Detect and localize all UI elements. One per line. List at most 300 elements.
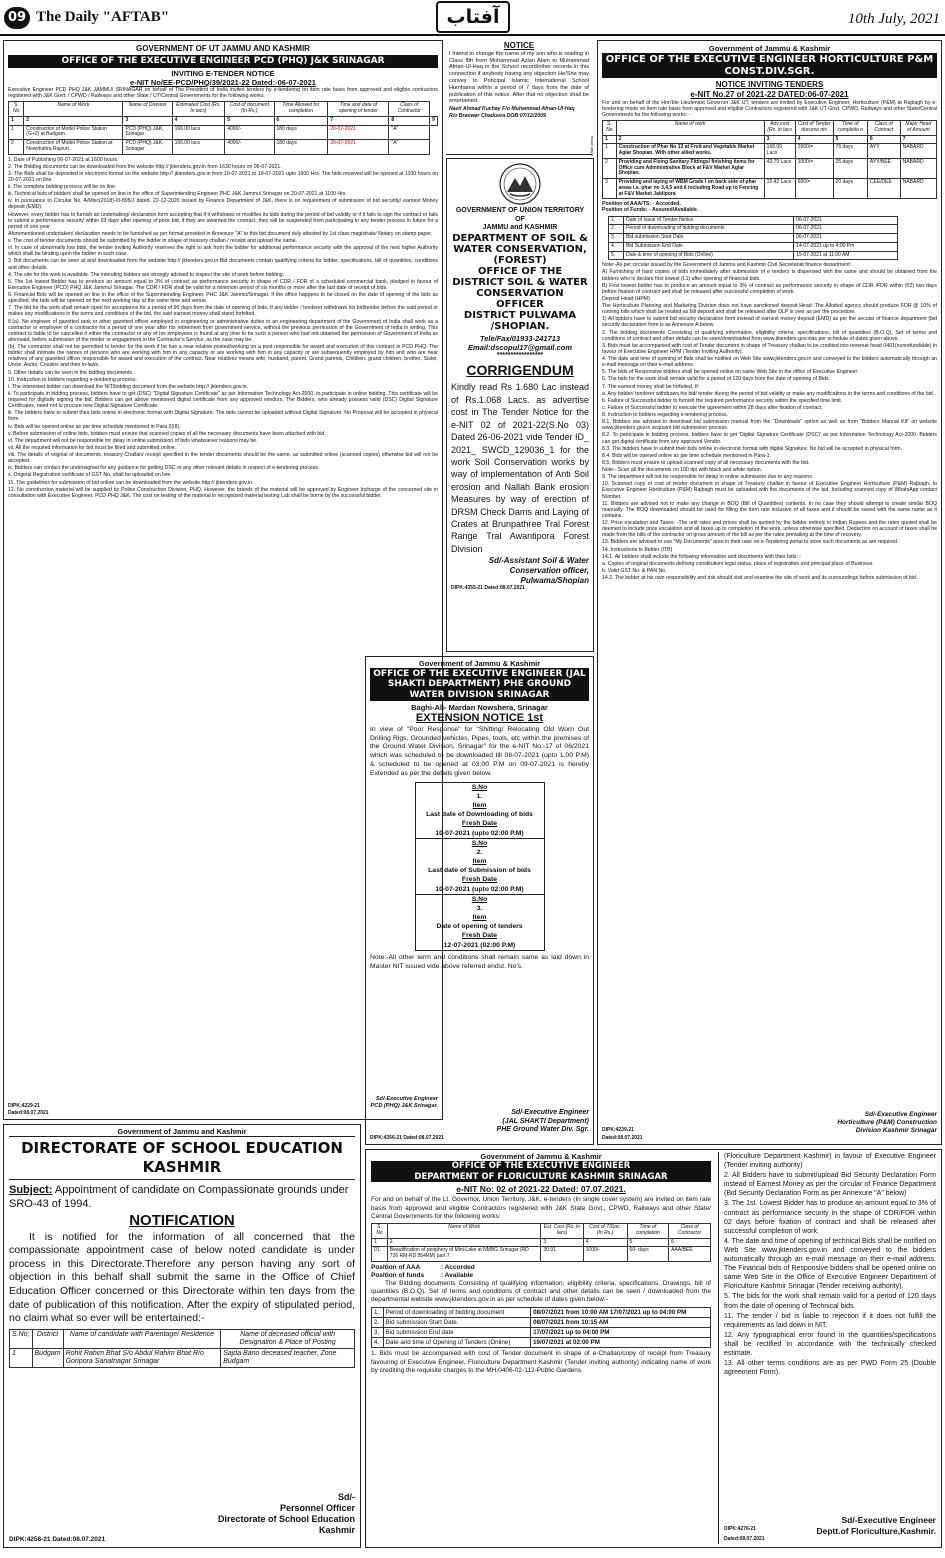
hort-schedule-table [608, 216, 898, 261]
schedule-item: Last date of Downloading of bids [426, 811, 533, 819]
table-header-cell: Time of completion [627, 1224, 669, 1239]
table-cell: AAA/BEE [669, 1247, 711, 1262]
table-header-cell: Name of candidate with Parentage/ Residence [63, 1330, 221, 1349]
school-government: Government of Jammu and Kashmir [117, 1127, 247, 1136]
flori-aaa-label: Position of AAA [371, 1263, 421, 1271]
table-cell: 20 days [833, 179, 867, 199]
soil-dipk: DIPK:4355-21 Dated:08.07.2021 [451, 585, 525, 592]
school-signature-4: Kashmir [318, 1525, 355, 1536]
hort-aaa: Position of AAA/TS: - Accorded. [602, 201, 681, 208]
paragraph: 13. All other terms conditions are as per PWD Form 25 (Double agreement Form). [724, 1360, 936, 1377]
paragraph: 12. Price escalation and Taxes: -The unit rates and prices shall be quoted by the bidder entirely in Indian Rupees and the rates quoted shall be deemed to include price escalation and all taxes up to completion of the work, unless otherwise specified. Deduction on account of taxes shall be made from the bills of the contractor on gross amount of the bill as per the rates prevailing at the time of recovery. [602, 520, 937, 539]
paragraph: 3. Bids must be accompanied with cost of Tender document in shape of Treasury challan to be credited into revenue head 0401(nonrefundable) in favour of Executive Engineer HPM (Tender Inviting Authority). [602, 342, 937, 355]
table-cell: Providing and laying of WBM Grade I on back side of phar areas i.e. phar no 3,4,5 and 6 including Road up to Fencing at F&V Market Jablipora [616, 179, 764, 199]
paragraph: 12. Any typographical error found in the quantities/specifications shall be rectified in accordance with the technically checked estimate. [724, 1331, 936, 1357]
schedule-cell: 4. [372, 1338, 384, 1348]
schedule-fresh-label: Fresh Date [461, 820, 498, 828]
table-cell: 20-07-2021 [328, 125, 389, 140]
paragraph: 9. The department will not be responsible for delay in online submission due to any reasons. [602, 474, 814, 481]
schedule-cell: 2. [609, 225, 624, 234]
table-cell: 600/= [795, 179, 833, 199]
phe-signature-3: PHE Ground Water Div. Sgr. [496, 1126, 589, 1134]
flori-body-2: 1. Bids must be accompanied with cost of Tender document in shape of e-Challan/copy of receipt from Treasury favouring of Executive Engineer, Floriculture Department Kashmir (Tender inviting authority) indicating name of work by crediting the requisite charges to the MH:0406-02-112-Public Gardens [371, 1350, 711, 1374]
flori-schedule-table [371, 1307, 711, 1349]
schedule-cell: 06-07-2021 [794, 216, 898, 225]
table-row [609, 216, 898, 225]
schedule-cell: 17/07/2021 up to 04:00 PM [531, 1327, 711, 1337]
table-cell: 180 days [274, 140, 328, 155]
table-header-cell: Name of deceased official with Designation & Place of Posting [221, 1330, 355, 1349]
schedule-cell: 08/07/2021 from 10:15 AM [531, 1317, 711, 1327]
hort-government: Government of Jammu & Kashmir [708, 44, 831, 53]
paragraph: 9. Other details can be seen in the bidding documents. [8, 369, 134, 376]
paragraph: 14. Instructions to Bidder (ITB) [602, 546, 673, 553]
soil-department: DEPARTMENT OF SOIL & WATER CONSERVATION, (FOREST) [452, 232, 588, 266]
table-number-cell: 3 [541, 1238, 583, 1247]
table-number-cell: 4 [795, 135, 833, 144]
table-cell: NABARD [900, 144, 936, 159]
paragraph: (Floriculture Department Kashmir) in favour of Executive Engineer (Tender inviting authority) [724, 1153, 936, 1170]
flori-office-2: DEPARTMENT OF FLORICULTURE KASHMIR SRINAGAR [371, 1172, 711, 1182]
schedule-cell: Date & time of opening of Bids (Online) [624, 251, 794, 260]
paper-name: The Daily "AFTAB" [36, 9, 170, 25]
notice-by-2: R/o Branwar Chadoora DOB:07/12/2009 [449, 112, 546, 119]
table-row [9, 125, 438, 140]
paragraph: iii. Technical bids of bidders shall be opened on line in the office of Superintending Engineer PHC J&K Jammu/ Srinagar on 20-07-2021 at 1100 Hrs. [8, 191, 347, 198]
paragraph: 5. The bids of Responsive bidders shall be opened online on same Web Site in the office of Executive Engineer. [602, 369, 859, 376]
pcd-nit-number: e-NIT No/EE-PCD/PHQ/39/2021-22 Dated:-06-07-2021 [130, 77, 316, 87]
schedule-cell: 5. [609, 251, 624, 260]
table-header-cell: Name of Work [24, 102, 123, 117]
hort-works-table [602, 120, 937, 199]
paragraph: 1. Date of Publishing 06-07-2021 at 1600 hours. [8, 156, 119, 163]
paragraph: vi. In case of abnormally low bids, the tender inviting Authority reserves the right to ask from the bidder for additional performance security with the approval of the next higher Authority which shall be binding upon the bidder in such case. [8, 245, 438, 258]
paragraph: a. Any bidder/ tenderer withdraws his bid/ tender during the period of bid validity or make any modifications in the terms and conditions of the bid. [602, 390, 935, 397]
table-cell: 20-07-2021 [328, 140, 389, 155]
paragraph: b. Valid GST No. & PAN No. [602, 567, 667, 574]
phe-note: Note:-All other term and conditions shall remain same as laid down in Master NIT issued vide above referred endst. No's. [370, 953, 589, 970]
table-number-cell: 5 [833, 135, 867, 144]
schedule-item: Date of opening of tenders [436, 923, 523, 931]
table-cell: CEE/DEE [867, 179, 900, 199]
table-header-cell: S. No [372, 1224, 388, 1239]
table-cell: PCD (PHQ) J&K, Srinagar [123, 125, 172, 140]
table-row [609, 242, 898, 251]
flori-government: Government of Jammu & Kashmir [480, 1152, 602, 1161]
table-header-cell: Class of Contractor [669, 1224, 711, 1239]
phe-signature-1: Sd/-Executive Engineer [511, 1109, 589, 1117]
paragraph: 3. The Bids shall be deposited in electronic format on the website http:// jktenders.gov.in from 10-07-2021 to 19-07-2021 upto 1600 Hrs. The bids received will be opened at 1100 hours on 20-07-2021 on line. [8, 170, 438, 183]
horticulture-tender-notice [597, 40, 942, 1145]
table-cell: Budgam [32, 1349, 63, 1368]
schedule-cell: 3. [609, 234, 624, 243]
schedule-cell: 06-07-2021 [794, 234, 898, 243]
table-cell: PCD (PHQ) J&K, Srinagar [123, 140, 172, 155]
soil-district: DISTRICT PULWAMA /SHOPIAN. [463, 309, 577, 332]
paragraph: 14.2. The bidder at his own responsibility and risk should visit and examine the site of work and its surroundings before submission of bid. [602, 575, 918, 582]
table-cell: 166.00 lacs [172, 125, 225, 140]
school-notification [3, 1124, 361, 1548]
table-row [372, 1338, 711, 1348]
table-row [9, 140, 438, 155]
table-number-cell: 1 [372, 1238, 388, 1247]
paragraph: 8.1. Bidders are advised to download bid submission manual from the "Downloads" option as well as from "Bidders Manual Kit" on website www.jktenders.gov.in acquaint bid submission process. [602, 419, 937, 432]
paragraph: However, every bidder has to furnish an undertaking/ declaration form accepting that if it withdraws or modifies its bids during the period of bid validity or if it fails to sign the contract or fails to submit a performance security within 03 days after opening of price bid, if they are awarded the contract, they will be suspended from participating in any tender process in future for a period of one year. [8, 211, 438, 230]
pcd-dated: Dated:08.07.2021 [8, 1109, 49, 1116]
schedule-cell: Bid submission Start Date [624, 234, 794, 243]
flori-right-column [724, 1152, 936, 1377]
table-number-cell: 6 [867, 135, 900, 144]
school-dipk: DIPK:4258-21 Dated:08.07.2021 [9, 1536, 106, 1544]
paragraph: Note:- Scan all the documents on 100 dpi with black and white option. [602, 467, 763, 474]
floriculture-tender-notice [365, 1149, 942, 1548]
schedule-cell: 06-07-2021 [794, 225, 898, 234]
table-number-cell: 9 [430, 116, 438, 125]
table-number-cell: 7 [328, 116, 389, 125]
schedule-fresh-label: Fresh Date [461, 876, 498, 884]
table-cell: "A" [389, 140, 430, 155]
hort-funds: Position of Funds: - Assured/Available. [602, 207, 699, 214]
school-signature-3: Directorate of School Education [217, 1514, 355, 1525]
table-cell: NABARD [900, 179, 936, 199]
phe-dipk: DIPK:4356-21 Dated:08.07.2021 [370, 1134, 444, 1141]
paragraph: iv. Bids will be opened online as per time schedule mentioned in Para 2(III). [8, 423, 181, 430]
masthead [0, 0, 945, 36]
paragraph: iv. In pursuance to Circular No. A/Misc(2018)-III-895/J dated. 22-12-2020 issued by Finance Department of J&K, there is no requirement of submission of bid security/ earnest Money deposit (EMD). [8, 198, 438, 211]
table-number-cell: 8 [389, 116, 430, 125]
table-header-cell: S.No; [10, 1330, 33, 1349]
notice-text: I Intend to change the name of my son who is reading in Class 8th from Mohammad Azlan Alam to Muhammad Afnan-Ul-Haq in the School record/other records.In this connection if anybody having any objection He/She may convey to Principal Islamic International School Humhama within a period of 7 days from the date of publication of this notice. After that no objection shall be entertained. [449, 50, 589, 105]
table-header-cell: Class of Contractor [389, 102, 430, 117]
paragraph: vii. All the required information for bid must be filled and submitted online. [8, 444, 177, 451]
flori-works-table [371, 1223, 711, 1262]
schedule-cell: Date of Issue of Tender Notice [624, 216, 794, 225]
table-header-cell: Name of work [616, 121, 764, 136]
jk-emblem-icon [497, 162, 543, 206]
schedule-cell: 08/07/2021 from 10:00 AM 17/07/2021 up to 04:00 PM [531, 1307, 711, 1317]
paragraph: A) Furnishing of hard copies of bids immediately after submission of e tenders is dispensed with the same and should be obtained from the bidders who is declare first lowest (L1) after opening of financial bids. [602, 269, 937, 282]
paragraph: ix. Bidders can contact the undersigned for any guidance for getting DSC or any other relevant details in respect of e-tendering process. [8, 465, 320, 472]
paragraph: iii. The bidders have to submit their bids online in electronic format with Digital Signature. The bids cannot be uploaded without Digital Signature. No Proposal will be accepted in physical form. [8, 410, 438, 423]
table-header-cell: Major Head of Amount [900, 121, 936, 136]
table-number-cell: 1 [603, 135, 617, 144]
paragraph: Note:-As per circular issued by the Government of Jammu and Kashmir Civil Secretariat finance department: [602, 262, 852, 269]
schedule-fresh: 10-07-2021 (upto 02:00 P.M) [435, 829, 524, 837]
paragraph: 8.3. The bidders have to submit their bids online in electronic format with digital Signature. No bid will be accepted in physical form. [602, 445, 903, 452]
pcd-notice-type: INVITING E-TENDER NOTICE [171, 68, 275, 78]
schedule-cell: 19/07/2021 at 02:00 PM [531, 1338, 711, 1348]
phe-extension-notice [365, 656, 594, 1145]
soil-gov-2: JAMMU and KASHMIR [482, 224, 558, 232]
soil-gov-1: GOVERNMENT OF UNION TERRITORY OF [455, 207, 585, 223]
school-signature-1: Sd/- [338, 1492, 355, 1503]
table-row [603, 158, 937, 178]
schedule-sno-label: S.No [471, 783, 488, 791]
school-subject: Appointment of candidate on Compassionate grounds under SRO-43 of 1994. [9, 1183, 349, 1210]
table-cell: 35 days [833, 158, 867, 178]
table-cell: 180 days [274, 125, 328, 140]
flori-body-1: The Bidding documents Consisting of qualifying information, eligibility criteria, specifications, Drawings, bill of quantities (B.O.Q), Set of terms and conditions of contract and other details can be seen / downloaded from the departmental website www.jktenders.gov.in as per schedule of dates given below:- [371, 1279, 711, 1304]
schedule-item-label: Item [472, 802, 487, 810]
paragraph: 6. The bids for the work shall remain valid for a period of 120 days from the date of opening of Bids. [602, 376, 830, 383]
table-number-cell: 2 [616, 135, 764, 144]
table-row [609, 225, 898, 234]
flori-funds: : Available [441, 1271, 474, 1279]
paragraph: 5. The bids for the work shall remain valid for a period of 120 days from the date of opening of Technical bids. [724, 1293, 936, 1310]
table-cell: 4000/- [225, 125, 274, 140]
name-change-notice [446, 40, 592, 155]
schedule-cell: Bid Submission End Date [624, 242, 794, 251]
table-cell: 2 [603, 158, 617, 178]
paragraph: b. Failure of Successful bidder to furnish the required performance security within the specified time limit. [602, 397, 843, 404]
masthead-logo: آفتاب [436, 1, 510, 33]
table-row [372, 1327, 711, 1337]
table-cell: 3 [603, 179, 617, 199]
paragraph: 1) All bidders have to submit bid security declaration form instead of earnest money deposit (EMD) as per the secular of finance department (bid security declaration form is as Annexure A below. [602, 316, 937, 329]
hort-dipk: DIPK:4239-21 [602, 1126, 634, 1133]
schedule-cell: 4. [609, 242, 624, 251]
flori-signature-2: Deptt.of Floriculture,Kashmir. [816, 1525, 936, 1536]
paragraph: 7. The bid for the work shall remain open for acceptance for a period of 90 days from the date of opening of bids. If any bidder / tenderer withdraws his bid/tender before the said period or makes any modifications in the terms and conditions of the bid, the said earnest money shall stand forfeited. [8, 305, 438, 318]
table-cell: Construction of Model Police Station (G+2) at Budgam. [24, 125, 123, 140]
table-header-cell: S. No [9, 102, 24, 117]
phe-government: Government of Jammu & Kashmir [418, 659, 541, 668]
paragraph: 14.1. All bidders shall include the following information and documents with their bids: - [602, 553, 801, 560]
table-row [609, 251, 898, 260]
table-number-cell: 6 [669, 1238, 711, 1247]
school-subject-label: Subject: [9, 1183, 53, 1196]
hort-nit-number: e-NIT No.27 of 2021-22 DATED:06-07-2021 [690, 89, 849, 99]
table-header-cell: S. No [603, 121, 617, 136]
paragraph: 11. The guidelines for submission of bid online can be downloaded from the website http:// jktenders.gov.in. [8, 479, 254, 486]
soil-text: Kindly read Rs 1.680 Lac instead of Rs.1.068 Lacs. as advertise cost in The Tender Notice for the e-NIT 02 of 2021-22(S.No 03) Dated 26-06-2021 vide Tender ID_ 2021_ SWCD_129036_1 for the work Soil Conservation works by way of implementation of Anti Soil erosion and Nallah Bank erosion Measures by way of erection of DRSM Check Dams and Laying of Crates at Brunpathree Tral Forest Range Tral Awantipora Forest Division [451, 382, 589, 554]
flori-funds-label: Position of funds [371, 1271, 425, 1279]
table-header-cell: Time and date of opening of tender [328, 102, 389, 117]
schedule-sno-label: S.No [416, 838, 544, 848]
paragraph: (b). The contractor shall not be permitted to tender for the work if he has a near relative posted/working on a post responsible for award and execution of this contract in PCD PHQ. The bidder shall intimate the names of persons who are working with him in any capacity or are working with him in any capacity or are subsequently employed by him and who are near relatives of any gazetted officer responsible for award and execution of the contract. Near relatives means wife, husband, parent, Grand parents, Children, grand children, brother, Sister, Uncle, Aunts, Cousins and their in-laws. [8, 344, 438, 369]
table-header-cell: Cost of document (In Rs.) [225, 102, 274, 117]
table-header-cell: Time Allowed for completion [274, 102, 328, 117]
table-cell: AYY [867, 144, 900, 159]
flori-dated: Dated:08.07.2021 [724, 1535, 765, 1542]
schedule-cell: Bid submission Start Date. [383, 1317, 531, 1327]
table-cell: 60- days [627, 1247, 669, 1262]
paragraph: viii. The details of original of documents, treasury Challan/ receipt specified in the tender documents should be the same, as submitted online (scanned copies) otherwise bid will not be accepted. [8, 452, 438, 465]
pcd-signature-2: PCD (PHQ) J&K Srinagar. [370, 1103, 438, 1110]
paragraph: 10. Instruction to bidders regarding e-tendering process. [8, 376, 137, 383]
table-cell: 1000/= [795, 158, 833, 178]
paragraph: vi. The department will not be responsible for delay in online submission of bids whatsoever reasons may be. [8, 437, 258, 444]
table-number-cell: 2 [24, 116, 123, 125]
paragraph: 3. Bid documents can be seen at and downloaded from the website http:// jktenders.gov.in Bid documents contain qualifying criteria for bidder, specifications, bill of quantities, conditions and other details. [8, 258, 438, 271]
schedule-cell: Period of downloading of bidding document [383, 1307, 531, 1317]
table-header-cell: Name of Work [387, 1224, 541, 1239]
paragraph: The Horticulture Planning and Marketing Division does not have sanctioned deposit Head. The Allotted agency should produce FDR @ 10% of running bills which shall be treated as bill deposit and shall be released after DLP is over as per the procedure. [602, 303, 937, 316]
table-cell: 168.00 Lacs [764, 144, 795, 159]
schedule-item-label: Item [472, 914, 487, 922]
table-number-cell: 4 [583, 1238, 627, 1247]
table-cell: 1 [9, 125, 24, 140]
schedule-sno: 2. [476, 848, 483, 856]
table-cell: 15.42 Lacs [764, 179, 795, 199]
pcd-office: OFFICE OF THE EXECUTIVE ENGINEER PCD (PHQ) J&K SRINAGAR [8, 55, 438, 68]
phe-title: EXTENSION NOTICE 1st [415, 712, 544, 725]
paragraph: B) First lowest bidder has to produce an amount equal to 3% of contract as performance security in shape of CDR /FDR within (02) two days before fixation of contract and shall be released after successful completion of work. [602, 282, 937, 295]
paragraph: ii. To participate in bidding process, bidders have to get (DSC) "Digital Signature Certificate" as per Information Technology Act-2000, to participate in online bidding. This certificate will be required for digitally signing the bid. Bidders can get above mentioned digital certificate from any approved vendors. The Bidders, who already possess valid (DSC) Digital Signature Certificates, need not to procure new Digital Signature Certificate. [8, 390, 438, 410]
table-cell: 43.79 Lacs [764, 158, 795, 178]
table-header-cell: Cost of Tender docume nts [795, 121, 833, 136]
soil-corrigendum [446, 158, 594, 652]
soil-stars: ***************** [496, 351, 544, 359]
paragraph: Deposit Head (HPM) [602, 295, 650, 302]
table-number-cell: 7 [900, 135, 936, 144]
table-header-cell: Cost of T/Doc. (In Rs.) [583, 1224, 627, 1239]
paragraph: c. Failure of Successful bidder to execute the agreement within 28 days after fixation of contract. [602, 404, 823, 411]
table-header-cell: Class of Contract [867, 121, 900, 136]
table-number-cell: 3 [764, 135, 795, 144]
paragraph: ii. The complete bidding process will be on line. [8, 184, 117, 190]
table-row [372, 1307, 711, 1317]
schedule-cell: 15-07-2021 at 11:00 AM [794, 251, 898, 260]
pcd-intro: Executive Engineer PCD PHQ J&K JAMMU/ SRINAGAR on behalf of The President of India invites tenders by e-tendering on item rate basis from approved and eligible contractors registered with J&K Govt. / CPWD / Railways and other State / UT/Central Governments for the following works. [8, 87, 438, 100]
table-number-cell: 4 [172, 116, 225, 125]
flori-aaa: : Accorded [441, 1263, 475, 1271]
pcd-body [8, 157, 438, 499]
table-row [603, 144, 937, 159]
hort-office: OFFICE OF THE EXECUTIVE ENGINEER HORTICULTURE P&M CONST.DIV.SGR. [602, 53, 937, 78]
table-cell: NABARD [900, 158, 936, 178]
table-cell: "A" [389, 125, 430, 140]
paragraph: 12. No construction material will be supplied by Police Construction Division, PHQ. However, the brands of the material will be approved by Engineer Incharge of the concerned site in consultation with Executive Engineer, PCD PHQ J&K. The cost on testing of the material in recognized material testing Lab shall be borne by the successful bidder. [8, 486, 438, 499]
paragraph: a. Copies of original documents defining constitution/ legal status, place of registration and principal place of Business. [602, 560, 874, 567]
schedule-cell: 1. [372, 1307, 384, 1317]
table-cell: 166.00 lacs [172, 140, 225, 155]
table-header-cell: Time of completio n [833, 121, 867, 136]
schedule-sno-label: S.No [416, 894, 544, 904]
table-header-cell: Name of Division [123, 102, 172, 117]
table-header-cell: Est. Cost (Rs. In lacs) [541, 1224, 583, 1239]
schedule-cell: 1. [609, 216, 624, 225]
issue-date: 10th July, 2021 [847, 11, 940, 27]
table-row [603, 179, 937, 199]
paragraph: 8.(a). No engineer of gazetted rank or other gazetted officer employed in engineering or administrative duties in an engineering department of the Government of India shall work as a contractor or employee of a contractor for a period of one year after his retirement from government service, without the previous permission of the Government of India in writing. This contract is liable to be cancelled if either the contractor or any of his employees is found at any time to be such a person who had not obtained the permission of Government of India as aforesaid, before submission of the tender or engagement in the Contractor's Service, as the case may be. [8, 318, 438, 343]
pcd-government: GOVERNMENT OF UT JAMMU AND KASHMIR [136, 44, 310, 53]
paragraph: 2. The bidding documents Consisting of qualifying information, eligibility criteria, specifications, bill of quantities (B.O.Q), Set of terms and conditions of contract and other details can be seen/downloaded from www.jktenders.gov.inas per schedule of dates given above. [602, 329, 937, 342]
soil-corrigendum-title: CORRIGENDUM [466, 362, 574, 379]
paragraph: 8. Instruction to bidders regarding e-tendering process. [602, 412, 729, 419]
school-text: It is notified for the information of all concerned that the compassionate appointment case of below noted candidate is under process in this Directorate.Therefore any person having any sort of objection in this behalf shall submit the same in the Office of Chief Education Officer concerned or this Directorate within ten days from the date of publication of this notification. After the expiry of stipulated period, no claim what so ever will be entertained:- [9, 1230, 355, 1325]
phe-address: Baghi-Ali- Mardan Nowshera, Srinagar [411, 703, 548, 713]
paragraph: i. The interested bidder can download the NIT/bidding document from the website http:// jktenders.gov.in. [8, 383, 249, 390]
table-cell: 1 [10, 1349, 33, 1368]
table-header-cell: Estimated Cost (Rs. In lacs) [172, 102, 225, 117]
flori-signature-1: Sd/-Executive Engineer [841, 1515, 936, 1526]
hort-signature-3: Division Kashmir Srinagar [855, 1126, 937, 1134]
phe-signature-2: (JAL SHAKTI Department) [502, 1117, 589, 1125]
paragraph: Aforementioned undertaken/ declaration needs to be furnished as per format provided in Annexure "A" to this bid document duly attested by 1st class magistrate/ Notary on stamp paper. [8, 230, 433, 237]
soil-signature-1: Sd/-Assistant Soil & Water [488, 556, 589, 566]
table-cell: 75 days [833, 144, 867, 159]
flori-nit-number: e-NIT No: 02 of 2021-22 Dated: 07.07.2021. [456, 1183, 626, 1194]
paragraph: 8.4. Bids will be opened online as per time schedule mentioned in Para-1. [602, 452, 771, 459]
schedule-cell: Bid submission End date [383, 1327, 531, 1337]
table-number-cell: 3 [123, 116, 172, 125]
hort-signature-2: Horticulture (P&M) Construction [837, 1119, 937, 1127]
paragraph: 4. The site for the work is available. The intending bidders are strongly advised to inspect the site of work before bidding. [8, 271, 285, 278]
paragraph: v. Before submission of online bids, bidders must ensure that scanned copies of all the necessary documents have been attached with bid. [8, 430, 326, 437]
table-number-cell: 6 [274, 116, 328, 125]
flori-dipk: DIPK:4276-21 [724, 1525, 756, 1532]
paragraph: 3. The 1st. Lowest Bidder has to produce an amount equal to 3% of contract as performance security in the shape of CDR/FDR within 02 days before fixation of contract and shall be released after successful completion of work. [724, 1200, 936, 1235]
schedule-sno: 3. [476, 904, 483, 912]
schedule-cell: 2. [372, 1317, 384, 1327]
schedule-cell: 3. [372, 1327, 384, 1337]
schedule-item-label: Item [472, 858, 487, 866]
table-number-cell: 5 [627, 1238, 669, 1247]
soil-signature-2: Conservation officer, Pulwama/Shopian [509, 565, 589, 585]
paragraph: 5. The 1st lowest Bidder has to produce an amount equal to 3% of contract as performance security in shape of CDR / FDR of a scheduled commercial bank, pledged in favour of Executive Engineer (PCD) PHQ J&K Jammu/ Srinagar. The CDR / FDR shall be valid for a minimum period of six months or more after the last date of receipt of bids. [8, 278, 438, 291]
table-number-cell: 5 [225, 116, 274, 125]
hort-body [602, 262, 937, 581]
schedule-sno: 1. [476, 792, 483, 800]
schedule-item: Last date of Submission of bids [428, 867, 531, 875]
pcd-works-table [8, 101, 438, 154]
press-side-label: Aftab press [589, 135, 594, 156]
paragraph: 2. All Bidders have to submit/upload Bid Security Declaration Form instead of Earnest Money as per the circular of Finance Department (Bid Security Declaration Form as per Annexure "A" below) [724, 1172, 936, 1198]
phe-text: In view of "Poor Response" for "Shifting/ Relocating Old Worn Out Drilling Rigs, Grounded vehicles, Pipes, tools, etc within the premises of the Ground Water Division, Srinagar" for the e-NIT No:-17 of 06/2021 which was scheduled to be downloaded till 08-07-2021 (upto 1.00 P.M) & scheduled to be opened at 03:00 P.M on 09-07-2021 is hereby Extended as per the details given below. [370, 725, 589, 777]
paragraph: 11. The tender / bid is liable to rejection if it does not fulfill the requirements as laid down in NIT. [724, 1312, 936, 1329]
table-cell: Construction of Model Police Station at Nowshahra Rajouri. [24, 140, 123, 155]
table-cell: 1 [603, 144, 617, 159]
paragraph: 4. The date and time of opening of technical Bids shall be notified on Web Site www.jktenders.gov.in and conveyed to the bidders automatically through an e-mail message on their e-mail address. The Financial bids of Responsive bidders shall be opened online on same Web Site in the Office of Executive Engineer Department of Floriculture Kashmir Srinagar (Tender receiving authority). [724, 1237, 936, 1291]
paragraph: 2. The Bidding documents can be downloaded from the website http:// jktenders.gov.in from 1630 hours on 06-07-2021. [8, 163, 282, 170]
schedule-fresh-label: Fresh Date [461, 932, 498, 940]
table-row [609, 234, 898, 243]
paragraph: v. The cost of tender documents should be submitted by the bidder in shape of treasury challan / receipt and upload the same. [8, 238, 298, 244]
table-header-cell: Adv cost (Rs. in lacs [764, 121, 795, 136]
table-cell: 01. [372, 1247, 388, 1262]
table-cell: 1000/- [583, 1247, 627, 1262]
table-cell: Providing and Fixing Sanitary Fittings/ finishing items for Office cum Administrative Block at F&V Market Aglar Shopian. [616, 158, 764, 178]
hort-dated: Dated:08.07.2021 [602, 1134, 643, 1141]
phe-schedule-table [415, 782, 545, 951]
table-cell: 2600/= [795, 144, 833, 159]
pcd-dipk: DIPK:4229-21 [8, 1103, 40, 1110]
hort-signature-1: Sd/-Executive Engineer [864, 1111, 937, 1119]
table-number-cell: 2 [387, 1238, 541, 1247]
page-number: 09 [4, 7, 30, 29]
school-title: DIRECTORATE OF SCHOOL EDUCATION KASHMIR [9, 1136, 355, 1180]
pcd-signature-1: Sd/-Executive Engineer [375, 1096, 438, 1103]
flori-intro: For and on behalf of the Lt. Governor, Union Territory, J&K, e-tenders (In single cover system) are invited on item rate basis from approved and eligible Contractors registered with J&K State Govt., CPWD, Railways and other State/ Central Governments for the following works: [371, 1196, 711, 1220]
table-cell: 4000/- [225, 140, 274, 155]
paragraph: 7. The earnest money shall be forfeited, If: [602, 383, 700, 390]
table-cell: Beautification of periphery of Mini-Lake at NMBG Srinagar (RD 726 RM-RD 854RM) part 7. [387, 1247, 541, 1262]
school-table [9, 1329, 355, 1368]
paragraph: 13. Bidders are advised to use "My Documents" area in their user on e-Tendering portal to store such documents as are required. [602, 539, 899, 546]
paragraph: 8.2. To participate in bidding process, bidders have to get 'Digital Signature Certificate (DSC)' as per Information Technology Act-2000. Bidders can get digital certificate from any approved Vendor. [602, 432, 937, 445]
table-cell: 2 [9, 140, 24, 155]
schedule-cell: Period of downloading of bidding documents [624, 225, 794, 234]
table-cell: Rohit Rahim Bhat S/o Abdul Rahim Bhat R/o Goripora Sanatnagar Srinagar [63, 1349, 221, 1368]
phe-office: OFFICE OF THE EXECUTIVE ENGINEER (JAL SHAKTI DEPARTMENT) PHE GROUND WATER DIVISION SRINAGAR [370, 668, 589, 701]
paragraph: 6. Financial Bids will be opened on line in the office of the Superintending Engineer, PHC J&K Jammu/Srinagar. If the office happens to be closed on the date of opening of the bids as specified, the bids will be opened on the next working day at the same time and venue. [8, 292, 438, 305]
table-row [372, 1317, 711, 1327]
paragraph: 8.5. Bidders must ensure to upload scanned copy of all necessary documents with the bid. [602, 459, 810, 466]
paragraph: 11. Bidders are advised not to make any change in BOQ (Bill of Quantities) contents. In no case they should attempt to create similar BOQ manually. The BOQ downloaded should be used for filling the item rate inclusive of all taxes and it should be saved with the same name as it contains. [602, 500, 937, 519]
hort-notice-type: NOTICE INVITING TENDERS [715, 80, 824, 90]
table-cell: Construction of Phar No 13 at Fruit and Vegetable Market Aglar Shopian. With other allied works. [616, 144, 764, 159]
